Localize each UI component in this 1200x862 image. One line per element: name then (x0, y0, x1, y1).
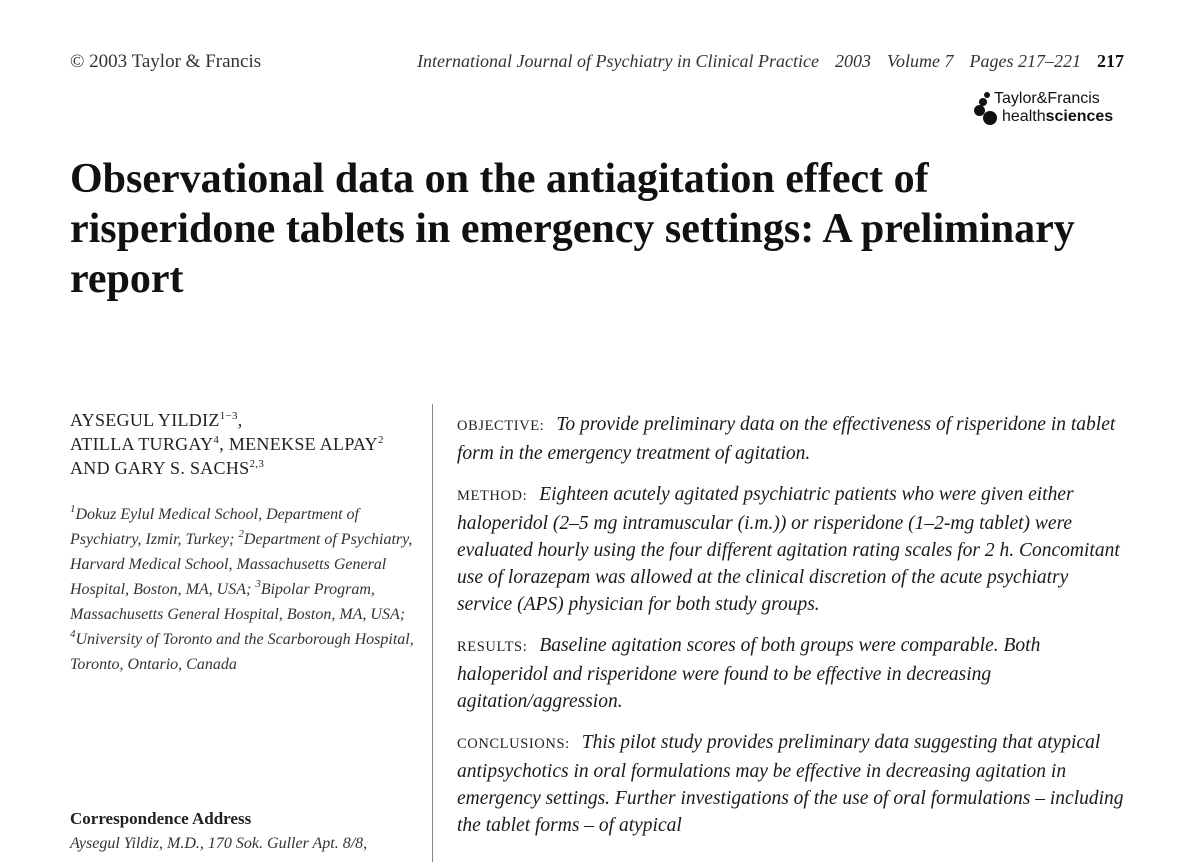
author-block (70, 408, 420, 677)
section-label: RESULTS: (457, 639, 528, 655)
logo-text-imprint: healthsciences (1002, 108, 1114, 125)
author-affiliations: $^1$Dokuz Eylul Medical School, Department of Psychiatry, Izmir, Turkey; $^2$Department of Psychiatry, Harvard Medical School, Massachusetts General Hospital, Boston, MA, USA; $^3$Bipolar Program, Massachusetts General Hospital, Boston, MA, USA; $^4$University of Toronto and the Scarborough Hospital, Toronto, Ontario, Canada (70, 503, 414, 673)
logo-text-publisher: Taylor&Francis (994, 90, 1100, 107)
publisher-logo (974, 90, 1124, 128)
abstract-objective (457, 411, 1127, 467)
page-number: 217 (1097, 51, 1124, 71)
correspondence-heading: Correspondence Address (70, 809, 252, 828)
running-header (417, 51, 1124, 72)
article-title: Observational data on the antiagitation effect of risperidone tablets in emergency settings: A preliminary report (70, 156, 1075, 302)
journal-year: 2003 (835, 51, 871, 71)
section-text: This pilot study provides preliminary data suggesting that atypical antipsychotics in oral formulations may be effective in decreasing agitation in emergency settings. Further investigations of the use of oral formulations – including the tablet forms – of atypical (457, 732, 1124, 836)
section-text: Eighteen acutely agitated psychiatric patients who were given either haloperidol (2–5 mg intramuscular (i.m.)) or risperidone (1–2-mg tablet) were evaluated hourly using the four different agitation rating scales for 2 h. Concomitant use of lorazepam was allowed at the clinical discretion of the acute psychiatry service (APS) physician for both study groups. (457, 484, 1120, 615)
section-text: To provide preliminary data on the effectiveness of risperidone in tablet form in the emergency treatment of agitation. (457, 414, 1116, 464)
author-list: AYSEGUL $YILDIZ^{1-3}$, ATILLA TURGAY$^4$, MENEKSE ALPAY$^2$ AND GARY S. SACHS$^{2,3}$ (70, 410, 384, 478)
journal-volume: Volume 7 (887, 51, 954, 71)
correspondence-block (70, 808, 425, 858)
abstract-conclusions (457, 729, 1127, 839)
section-label: OBJECTIVE: (457, 418, 545, 434)
section-label: METHOD: (457, 488, 528, 504)
correspondence-address: Aysegul Yildiz, M.D., 170 Sok. Guller Apt. 8/8, (70, 835, 368, 852)
journal-pages: Pages 217–221 (969, 51, 1081, 71)
copyright-notice: © 2003 Taylor & Francis (70, 51, 262, 72)
journal-name: International Journal of Psychiatry in Clinical Practice (417, 51, 819, 71)
section-label: CONCLUSIONS: (457, 736, 570, 752)
section-text: Baseline agitation scores of both groups were comparable. Both haloperidol and risperidone were found to be effective in decreasing agitation/aggression. (457, 635, 1041, 712)
abstract-method (457, 481, 1127, 618)
abstract (457, 411, 1127, 853)
column-divider (432, 404, 433, 862)
abstract-results (457, 632, 1127, 715)
